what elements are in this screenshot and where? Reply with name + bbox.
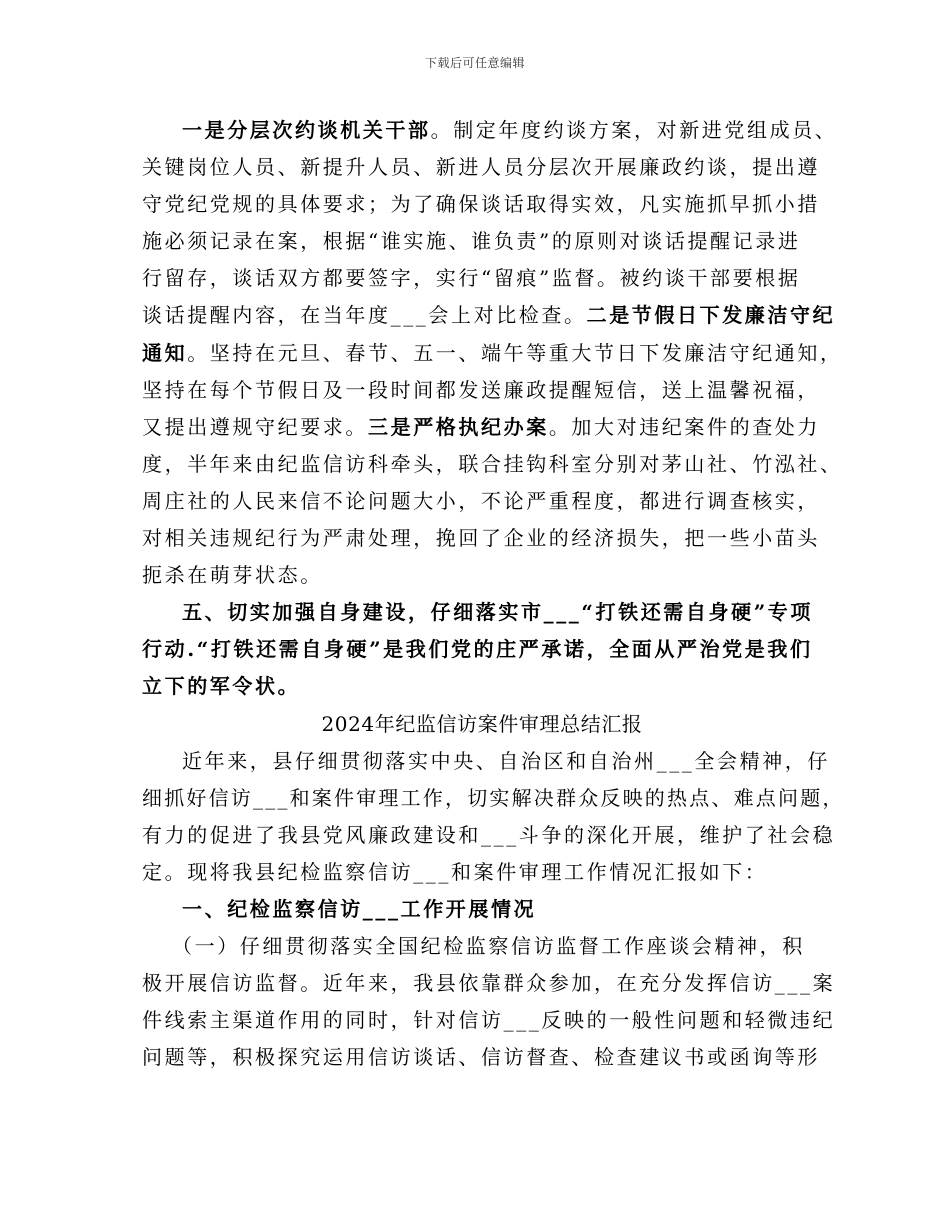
line: 五、切实加强自身建设，仔细落实市___“打铁还需自身硬”专项 xyxy=(182,600,814,625)
page-header: 下载后可任意编辑 xyxy=(424,56,525,70)
line: 施必须记录在案，根据“谁实施、谁负责”的原则对谈话提醒记录进 xyxy=(142,229,801,254)
paragraph-petition-supervision xyxy=(142,928,836,1076)
line: 守党纪党规的具体要求；为了确保谈话取得实效，凡实施抓早抓小措 xyxy=(142,192,820,217)
line xyxy=(142,297,836,334)
text: 。坚持在元旦、春节、五一、端午等重大节日下发廉洁守纪通知， xyxy=(187,340,843,365)
line: 有力的促进了我县党风廉政建设和___斗争的深化开展，维护了社会稳 xyxy=(142,822,836,847)
section-heading xyxy=(142,891,822,928)
line: 立下的军令状。 xyxy=(142,674,301,699)
line: 行留存，谈话双方都要签字，实行“留痕”监督。被约谈干部要根据 xyxy=(142,266,801,291)
line: 极开展信访监督。近年来，我县依靠群众参加，在充分发挥信访___案 xyxy=(142,971,836,996)
line xyxy=(142,335,843,372)
bold-heading: 通知 xyxy=(142,340,188,365)
bold-heading: 二是节假日下发廉洁守纪 xyxy=(586,303,836,328)
line: 度，半年来由纪监信访科牵头，联合挂钩科室分别对茅山社、竹泓社、 xyxy=(142,451,843,476)
paragraph-measures xyxy=(142,112,843,594)
bold-heading: 一是分层次约谈机关干部 xyxy=(182,118,431,142)
text: 。制定年度约谈方案，对新进党组成员、 xyxy=(430,118,838,142)
line: 行动.“打铁还需自身硬”是我们党的庄严承诺，全面从严治党是我们 xyxy=(142,637,813,662)
report-title: 2024年纪监信访案件审理总结汇报 xyxy=(321,711,643,736)
line: 坚持在每个节假日及一段时间都发送廉政提醒短信，送上温馨祝福， xyxy=(142,377,820,402)
bold-heading: 三是严格执纪办案 xyxy=(368,414,549,439)
line: 近年来，县仔细贯彻落实中央、自治区和自治州___全会精神，仔 xyxy=(182,748,830,773)
paragraph-intro xyxy=(142,743,845,891)
line: 周庄社的人民来信不论问题大小，不论严重程度，都进行调查核实， xyxy=(142,488,820,513)
line: 问题等，积极探究运用信访谈话、信访督查、检查建议书或函询等形 xyxy=(142,1045,820,1070)
line xyxy=(142,409,822,446)
line: （一）仔细贯彻落实全国纪检监察信访监督工作座谈会精神，积 xyxy=(172,934,805,959)
line xyxy=(142,112,838,149)
document-body xyxy=(142,112,845,1076)
text: 谈话提醒内容，在当年度___会上对比检查。 xyxy=(142,303,587,328)
line: 对相关违规纪行为严肃处理，挽回了企业的经济损失，把一些小苗头 xyxy=(142,526,820,551)
line: 定。现将我县纪检监察信访___和案件审理工作情况汇报如下： xyxy=(142,859,768,884)
text: 又提出遵规守纪要求。 xyxy=(142,414,368,439)
line: 关键岗位人员、新提升人员、新进人员分层次开展廉政约谈，提出遵 xyxy=(142,155,820,180)
line: 件线索主渠道作用的同时，针对信访___反映的一般性问题和轻微违纪 xyxy=(142,1008,836,1033)
text: 。加大对违纪案件的查处力 xyxy=(548,414,821,439)
line: 细抓好信访___和案件审理工作，切实解决群众反映的热点、难点问题， xyxy=(142,785,845,810)
line: 扼杀在萌芽状态。 xyxy=(142,563,323,588)
paragraph-self-building xyxy=(142,594,822,705)
line: 一、纪检监察信访___工作开展情况 xyxy=(182,896,537,921)
